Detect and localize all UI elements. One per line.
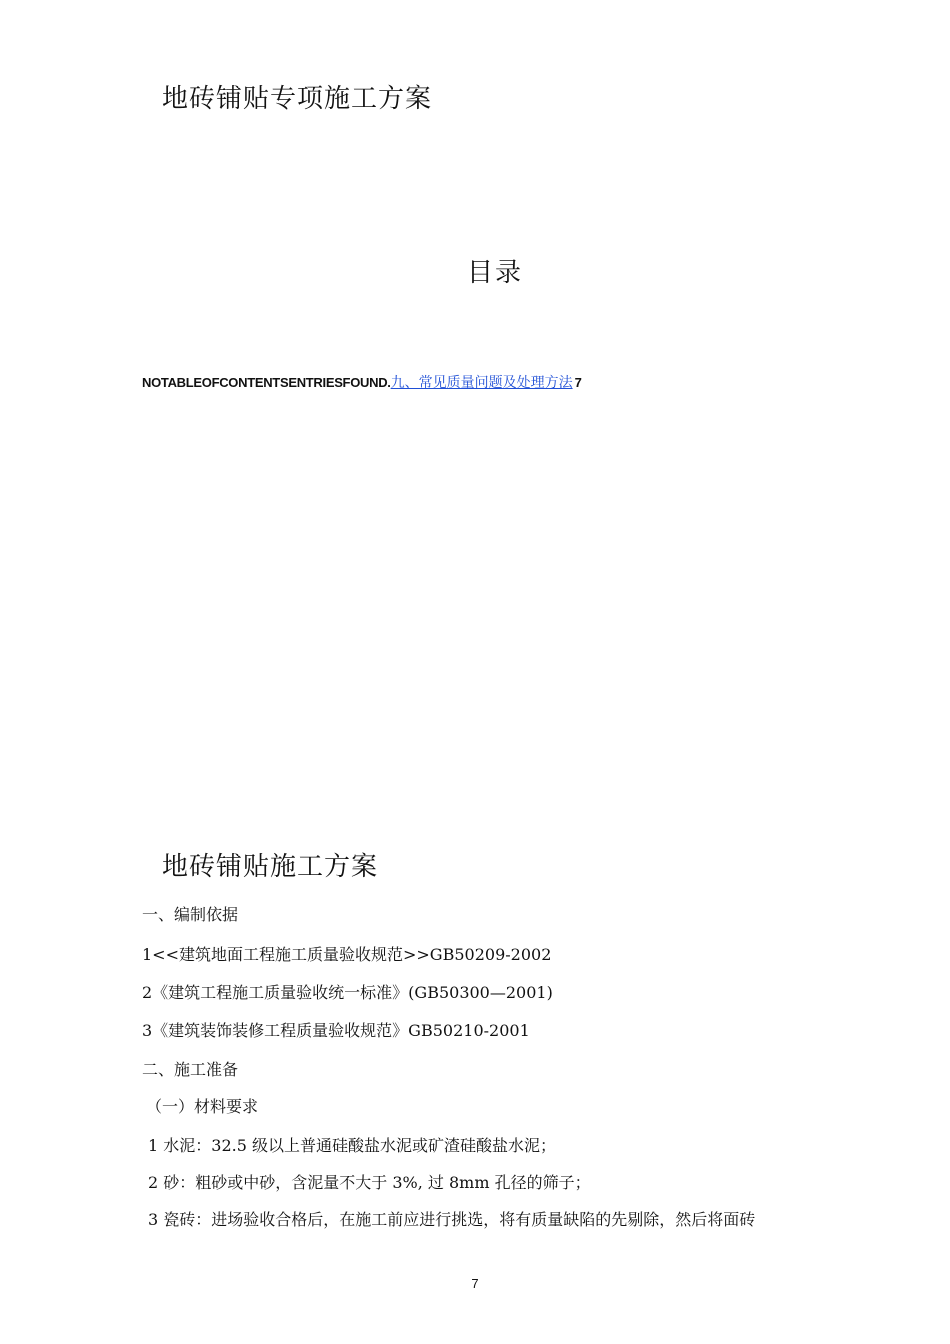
basis-item-1: 1<<建筑地面工程施工质量验收规范>>GB50209-2002 bbox=[142, 945, 552, 964]
toc-entry-page: 7 bbox=[574, 375, 582, 390]
material-item-sand: 2 砂：粗砂或中砂，含泥量不大于 3%, 过 8mm 孔径的筛子； bbox=[148, 1173, 591, 1192]
toc-entry-link[interactable]: 九、常见质量问题及处理方法 bbox=[390, 375, 573, 391]
material-item-tile: 3 瓷砖：进场验收合格后，在施工前应进行挑选，将有质量缺陷的先剔除，然后将面砖 bbox=[148, 1210, 756, 1229]
section-title: 地砖铺贴施工方案 bbox=[162, 852, 379, 882]
page-number: 7 bbox=[471, 1276, 479, 1291]
toc-entry bbox=[142, 372, 582, 392]
heading-basis: 一、编制依据 bbox=[142, 905, 239, 924]
basis-item-3: 3《建筑装饰装修工程质量验收规范》GB50210-2001 bbox=[142, 1021, 530, 1040]
material-item-cement: 1 水泥：32.5 级以上普通硅酸盐水泥或矿渣硅酸盐水泥； bbox=[148, 1136, 556, 1155]
toc-notice: NOTABLEOFCONTENTSENTRIESFOUND. bbox=[142, 375, 391, 390]
subheading-materials: （一）材料要求 bbox=[146, 1097, 259, 1116]
document-title: 地砖铺贴专项施工方案 bbox=[162, 84, 433, 114]
heading-preparation: 二、施工准备 bbox=[142, 1060, 239, 1079]
toc-heading: 目录 bbox=[467, 258, 524, 288]
basis-item-2: 2《建筑工程施工质量验收统一标准》(GB50300—2001) bbox=[142, 983, 553, 1002]
